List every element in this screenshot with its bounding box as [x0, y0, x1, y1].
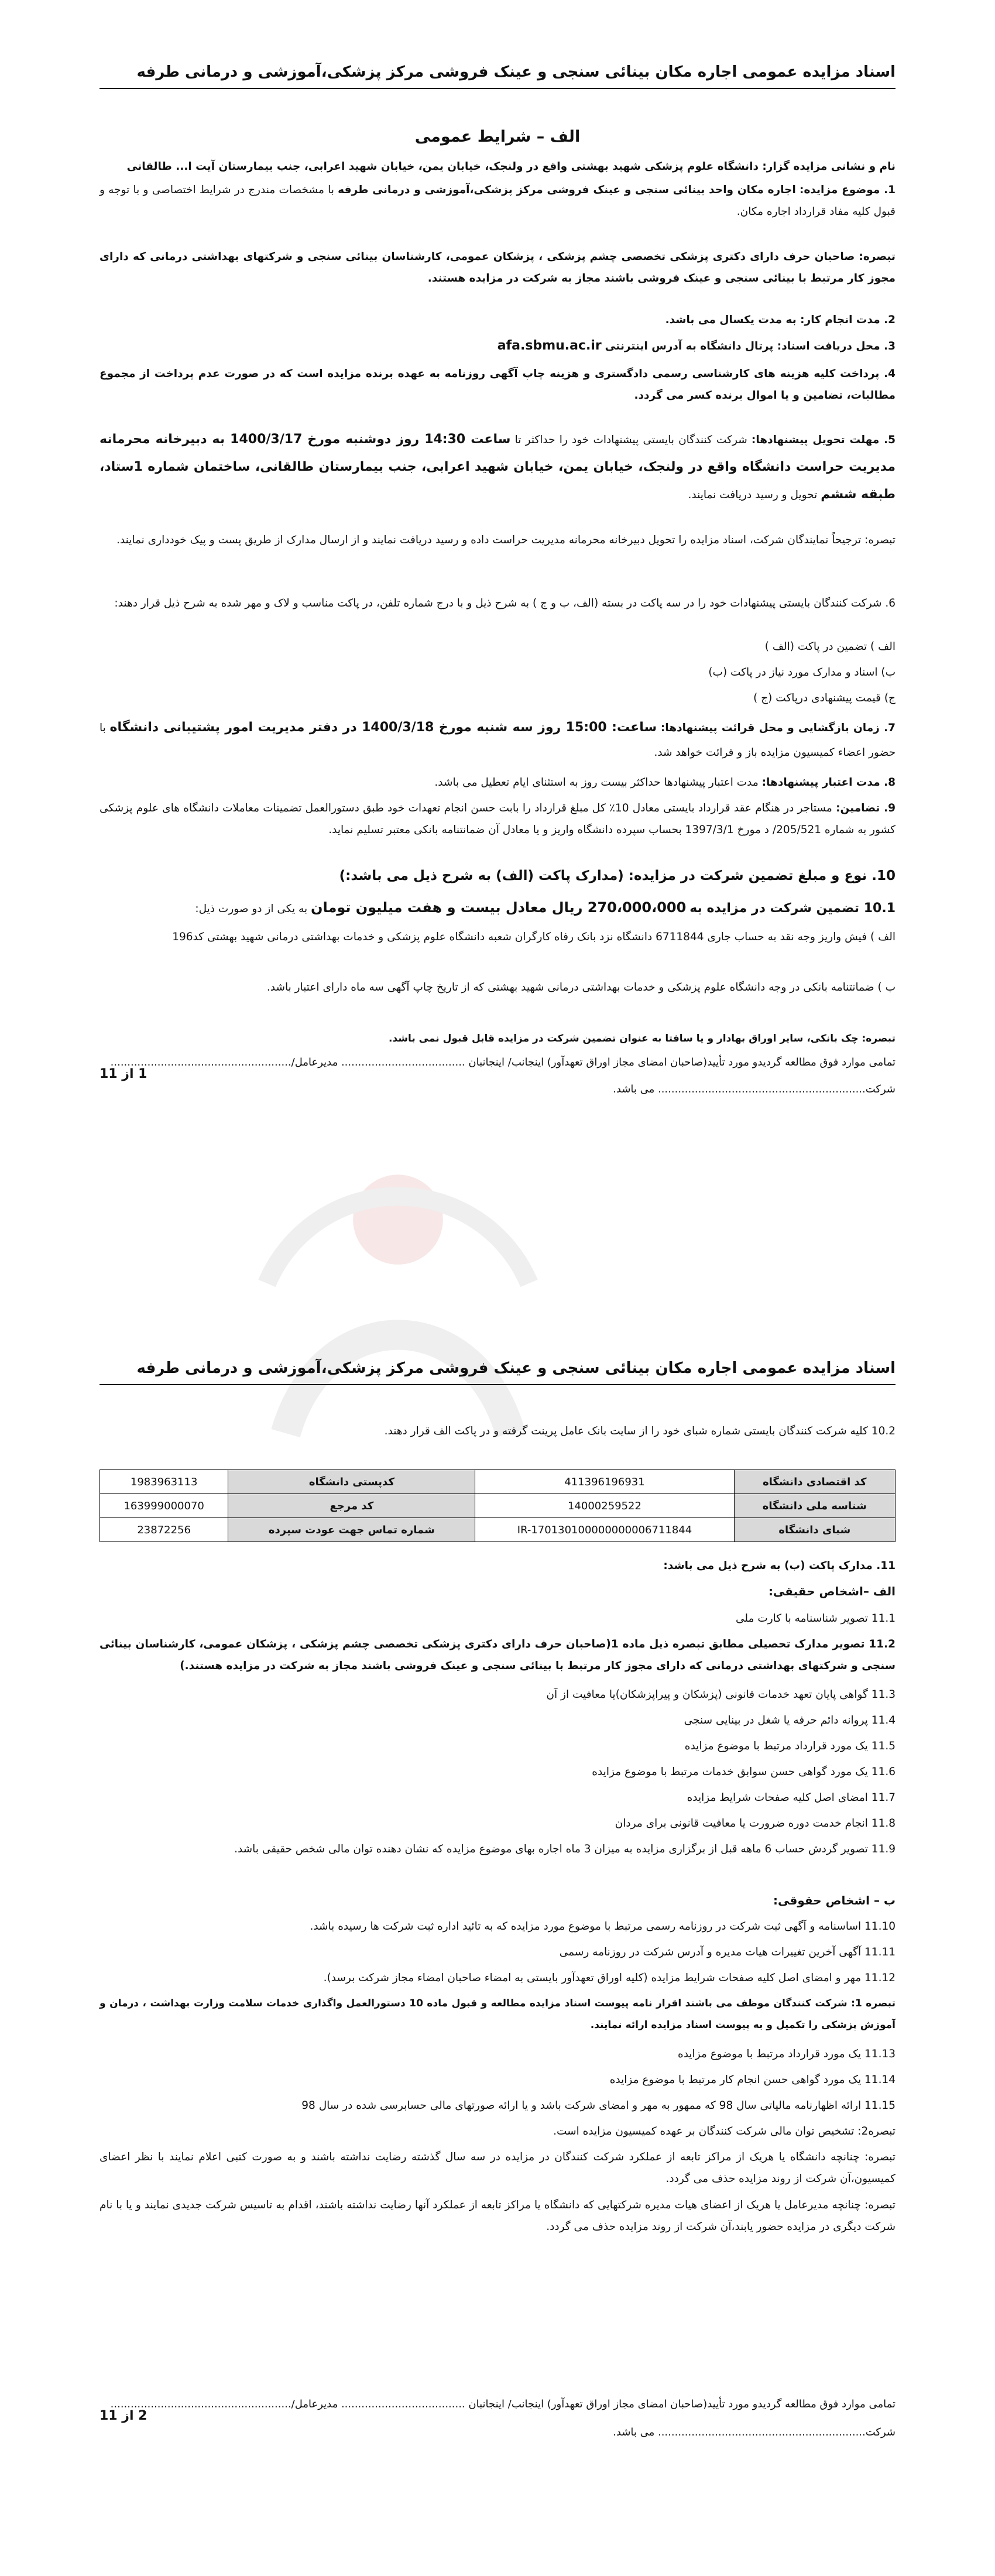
- table-cell: 14000259522: [475, 1494, 734, 1518]
- document-page-2-body: [0, 1288, 995, 2576]
- section-title-general-conditions: الف – شرایط عمومی: [414, 128, 581, 146]
- legal-note-1: تبصره 1: شرکت کنندگان موظف می باشند اقرار نامه پیوست اسناد مزایده مطالعه و قبول ماده 10 دستورالعمل واگذاری خدمات سلامت وزارت بهداشت ، درمان و آموزش پزشکی را تکمیل و به پیوست اسناد مزایده ارائه نمایند.: [100, 1998, 896, 2031]
- header-divider: [100, 88, 896, 89]
- page-header-title: اسناد مزایده عمومی اجاره مکان بینائی سنجی و عینک فروشی مرکز پزشکی،آموزشی و درمانی طرفه: [136, 1359, 896, 1377]
- clause-4: 4. پرداخت کلیه هزینه های کارشناسی رسمی دادگستری و هزینه چاپ آگهی روزنامه به عهده برنده مزایده است که در صورت عدم پرداخت از مجموع مطالبات، تضامین و یا اموال برنده کسر می گردد.: [100, 368, 896, 402]
- clause-6-envelope-c: ج) قیمت پیشنهادی درپاکت (ج ): [753, 692, 896, 704]
- clause-1-text: با مشخصات مندرج در شرایط اختصاصی و با توجه و قبول کلیه مفاد قرارداد اجاره مکان.: [100, 184, 896, 218]
- page-number: 1 از 11: [100, 1067, 147, 1081]
- document-portal-link[interactable]: afa.sbmu.ac.ir: [497, 338, 602, 353]
- clause-5-deadline: ساعت 14:30 روز دوشنبه مورخ 1400/3/17 به دبیرخانه محرمانه مدیریت حراست دانشگاه واقع در ولنجک، خیابان یمن، خیابان شهید اعرابی، جنب بیمارستان طالقانی، ساختمان شماره 1ستاد، طبقه ششم: [100, 432, 896, 502]
- clause-7-opening-time: ساعت: 15:00 روز سه شنبه مورخ 1400/3/18 در دفتر مدیریت امور پشتیبانی دانشگاه: [109, 720, 657, 735]
- list-item: 11.15 ارائه اظهارنامه مالیاتی سال 98 که ممهور به مهر و امضای شرکت باشد و یا ارائه صورتهای مالی حسابرسی شده در سال 98: [301, 2099, 896, 2112]
- clause-8-label: 8. مدت اعتبار پیشنهادها:: [761, 776, 896, 789]
- list-item: 11.4 پروانه دائم حرفه یا شغل در بینایی سنجی: [684, 1714, 896, 1727]
- list-item: 11.3 گواهی پایان تعهد خدمات قانونی (پزشکان و پیراپزشکان)یا معافیت از آن: [546, 1688, 896, 1701]
- list-item: 11.13 یک مورد قرارداد مرتبط با موضوع مزایده: [678, 2048, 896, 2060]
- company-line: شرکت.............................................................. می باشد.: [613, 2426, 896, 2438]
- clause-7-label: 7. زمان بازگشایی و محل قرائت پیشنهادها:: [660, 722, 896, 734]
- clause-1-label: 1. موضوع مزایده:: [800, 184, 896, 196]
- clause-5-label: 5. مهلت تحویل پیشنهادها:: [751, 434, 896, 446]
- clause-8-text: مدت اعتبار پیشنهادها حداکثر بیست روز به استثنای ایام تعطیل می باشد.: [434, 776, 759, 789]
- list-item-text: 11.2 تصویر مدارک تحصیلی مطابق تبصره ذیل ماده 1(صاحبان حرف دارای دکتری پزشکی تخصصی چشم پزشکی ، پزشکان عمومی، کارشناسان بینائی: [100, 1638, 896, 1650]
- table-cell: شماره تماس جهت عودت سپرده: [228, 1518, 475, 1542]
- clause-5: [100, 426, 896, 509]
- clause-10-2: 10.2 کلیه شرکت کنندگان بایستی شماره شبای خود را از سایت بانک عامل پرینت گرفته و در پاکت الف قرار دهند.: [384, 1425, 896, 1437]
- table-cell: 1983963113: [100, 1470, 228, 1494]
- table-cell: 411396196931: [475, 1470, 734, 1494]
- legal-persons-heading: ب – اشخاص حقوقی:: [773, 1893, 896, 1907]
- natural-persons-heading: الف –اشخاص حقیقی:: [768, 1584, 896, 1598]
- list-item: 11.5 یک مورد قرارداد مرتبط با موضوع مزایده: [684, 1740, 896, 1752]
- clause-6-envelope-a: الف ) تضمین در پاکت (الف ): [764, 640, 896, 653]
- signature-line: تمامی موارد فوق مطالعه گردیدو مورد تأیید(صاحبان امضای مجاز اوراق تعهدآور) اینجانب/ اینجانبان ..................................... مدیرعامل/......................................................: [110, 2398, 896, 2410]
- clause-5-end: تحویل و رسید دریافت نمایند.: [688, 489, 818, 501]
- table-cell: کد اقتصادی دانشگاه: [734, 1470, 895, 1494]
- clause-11-heading: 11. مدارک پاکت (ب) به شرح ذیل می باشد:: [663, 1560, 896, 1572]
- guarantee-amount: 270،000،000 ریال معادل بیست و هفت میلیون تومان: [310, 899, 687, 916]
- clause-2: 2. مدت انجام کار: به مدت یکسال می باشد.: [665, 314, 896, 326]
- list-item: 11.1 تصویر شناسنامه با کارت ملی: [735, 1612, 896, 1625]
- list-item: 11.11 آگهی آخرین تغییرات هیات مدیره و آدرس شرکت در روزنامه رسمی: [559, 1946, 896, 1958]
- legal-note-3: تبصره: چنانچه دانشگاه یا هریک از مراکز تابعه از عملکرد شرکت کنندگان در مزایده در سه سال گذشته رضایت نداشته باشند و به صورت کتبی اعلام نمایند با نظر اعضای کمیسیون،آن شرکت از روند مزایده حذف می گردد.: [100, 2151, 896, 2185]
- clause-8: [100, 772, 896, 793]
- signature-line: تمامی موارد فوق مطالعه گردیدو مورد تأیید(صاحبان امضای مجاز اوراق تعهدآور) اینجانب/ اینجانبان ..................................... مدیرعامل/......................................................: [110, 1056, 896, 1068]
- table-cell: 163999000070: [100, 1494, 228, 1518]
- clause-1-subject: اجاره مکان واحد بینائی سنجی و عینک فروشی مرکز پزشکی،آموزشی و درمانی طرفه: [338, 184, 796, 196]
- clause-3-text: 3. محل دریافت اسناد: پرتال دانشگاه به آدرس اینترنتی: [605, 340, 896, 352]
- list-item: 11.6 یک مورد گواهی حسن سوابق خدمات مرتبط با موضوع مزایده: [592, 1766, 896, 1778]
- clause-3: [100, 335, 896, 357]
- table-cell: کدپستی دانشگاه: [228, 1470, 475, 1494]
- organizer-address: نام و نشانی مزایده گزار: دانشگاه علوم پزشکی شهید بهشتی واقع در ولنجک، خیابان یمن، خیابان شهید اعرابی، جنب بیمارستان آیت ا... طالقانی: [126, 160, 896, 173]
- page-header-title: اسناد مزایده عمومی اجاره مکان بینائی سنجی و عینک فروشی مرکز پزشکی،آموزشی و درمانی طرفه: [136, 63, 896, 81]
- clause-7: [100, 715, 896, 765]
- clause-10-note: تبصره: چک بانکی، سایر اوراق بهادار و یا سافتا به عنوان تضمین شرکت در مزایده قابل قبول نمی باشد.: [388, 1033, 896, 1044]
- clause-10-1: [100, 896, 896, 921]
- table-cell: کد مرجع: [228, 1494, 475, 1518]
- list-item: 11.10 اساسنامه و آگهی ثبت شرکت در روزنامه رسمی مرتبط با موضوع مورد مزایده که به تائید اداره ثبت شرکت ها رسیده باشد.: [310, 1920, 896, 1933]
- clause-5-note: تبصره: ترجیحاً نمایندگان شرکت، اسناد مزایده را تحویل دبیرخانه محرمانه مدیریت حراست داده و رسید دریافت نمایند و از ارسال مدارک از طریق پست و پیک خودداری نمایند.: [116, 534, 896, 546]
- list-item: 11.9 تصویر گردش حساب 6 ماهه قبل از برگزاری مزایده به میزان 3 ماه اجاره بهای موضوع مزایده که نشان دهنده توان مالی شخص حقیقی باشد.: [234, 1843, 896, 1855]
- clause-9-text: مستاجر در هنگام عقد قرارداد بایستی معادل 10٪ کل مبلغ قرارداد را بابت حسن انجام تعهدات خود طبق دستورالعمل تضمینات معاملات دانشگاه های علوم پزشکی کشور به شماره 205/521/ د مورخ 1397/3/1 بحساب سپرده دانشگاه واریز و یا معادل آن ضمانتنامه بانکی معتبر تسلیم نماید.: [100, 802, 896, 836]
- clause-6-envelope-b: ب) اسناد و مدارک مورد نیاز در پاکت (ب): [708, 666, 896, 679]
- list-item: 11.12 مهر و امضای اصل کلیه صفحات شرایط مزایده (کلیه اوراق تعهدآور بایستی به امضاء صاحبان امضاء مجاز شرکت برسد).: [323, 1972, 896, 1984]
- table-cell: 23872256: [100, 1518, 228, 1542]
- clause-10-1-text: به یکی از دو صورت ذیل:: [195, 903, 308, 915]
- clause-5-text: شرکت کنندگان بایستی پیشنهادات خود را حداکثر تا: [514, 434, 747, 446]
- clause-10-1-label: 10.1 تضمین شرکت در مزایده به: [689, 901, 896, 916]
- list-item: 11.7 امضای اصل کلیه صفحات شرایط مزایده: [687, 1791, 896, 1804]
- table-cell: IR-170130100000000006711844: [475, 1518, 734, 1542]
- clause-10-heading: 10. نوع و مبلغ تضمین شرکت در مزایده: (مدارک پاکت (الف) به شرح ذیل می باشد:): [339, 868, 896, 883]
- legal-note-2: تبصره2: تشخیص توان مالی شرکت کنندگان بر عهده کمیسیون مزایده است.: [553, 2125, 896, 2137]
- clause-10-option-a: الف ) فیش واریز وجه نقد به حساب جاری 6711844 دانشگاه نزد بانک رفاه کارگران شعبه دانشگاه علوم پزشکی و خدمات بهداشتی درمانی شهید بهشتی کد196: [172, 931, 896, 943]
- clause-6: 6. شرکت کنندگان بایستی پیشنهادات خود را در سه پاکت در بسته (الف، ب و ج ) به شرح ذیل و با درج شماره تلفن، در پاکت مناسب و لاک و مهر شده به شرح ذیل قرار دهند:: [114, 597, 896, 609]
- list-item: [100, 1633, 896, 1677]
- list-item: 11.14 یک مورد گواهی حسن انجام کار مرتبط با موضوع مزایده: [609, 2074, 896, 2086]
- company-line: شرکت.............................................................. می باشد.: [613, 1083, 896, 1095]
- page-number: 2 از 11: [100, 2409, 147, 2423]
- list-item-text: سنجی و شرکتهای بهداشتی درمانی که دارای مجوز کار مرتبط با بینائی سنجی و عینک فروشی باشند مجاز به شرکت در مزایده هستند.): [180, 1660, 896, 1672]
- table-cell: شناسه ملی دانشگاه: [734, 1494, 895, 1518]
- table-cell: شبای دانشگاه: [734, 1518, 895, 1542]
- clause-10-option-b: ب ) ضمانتنامه بانکی در وجه دانشگاه علوم پزشکی و خدمات بهداشتی درمانی شهید بهشتی که از تاریخ چاپ آگهی سه ماه دارای اعتبار باشد.: [266, 981, 896, 994]
- list-item: 11.8 انجام خدمت دوره ضرورت یا معافیت قانونی برای مردان: [615, 1817, 896, 1830]
- clause-9-label: 9. تضامین:: [836, 802, 896, 814]
- clause-1-note: تبصره: صاحبان حرف دارای دکتری پزشکی تخصصی چشم پزشکی ، پزشکان عمومی، کارشناسان بینائی سنجی و شرکتهای بهداشتی درمانی که دارای مجوز کار مرتبط با بینائی سنجی و عینک فروشی باشند مجاز به شرکت در مزایده هستند.: [100, 251, 896, 285]
- clause-1: [100, 179, 896, 222]
- clause-7-text: با حضور اعضاء کمیسیون مزایده باز و قرائت خواهد شد.: [100, 722, 896, 759]
- legal-note-4: تبصره: چنانچه مدیرعامل یا هریک از اعضای هیات مدیره شرکتهایی که دانشگاه یا مراکز تابعه از عملکرد آنها رضایت نداشته باشند، اقدام به تاسیس شرکت جدیدی نمایند و یا با نام شرکت دیگری در مزایده حضور یابند،آن شرکت از روند مزایده حذف می گردد.: [100, 2199, 896, 2233]
- clause-9: [100, 797, 896, 841]
